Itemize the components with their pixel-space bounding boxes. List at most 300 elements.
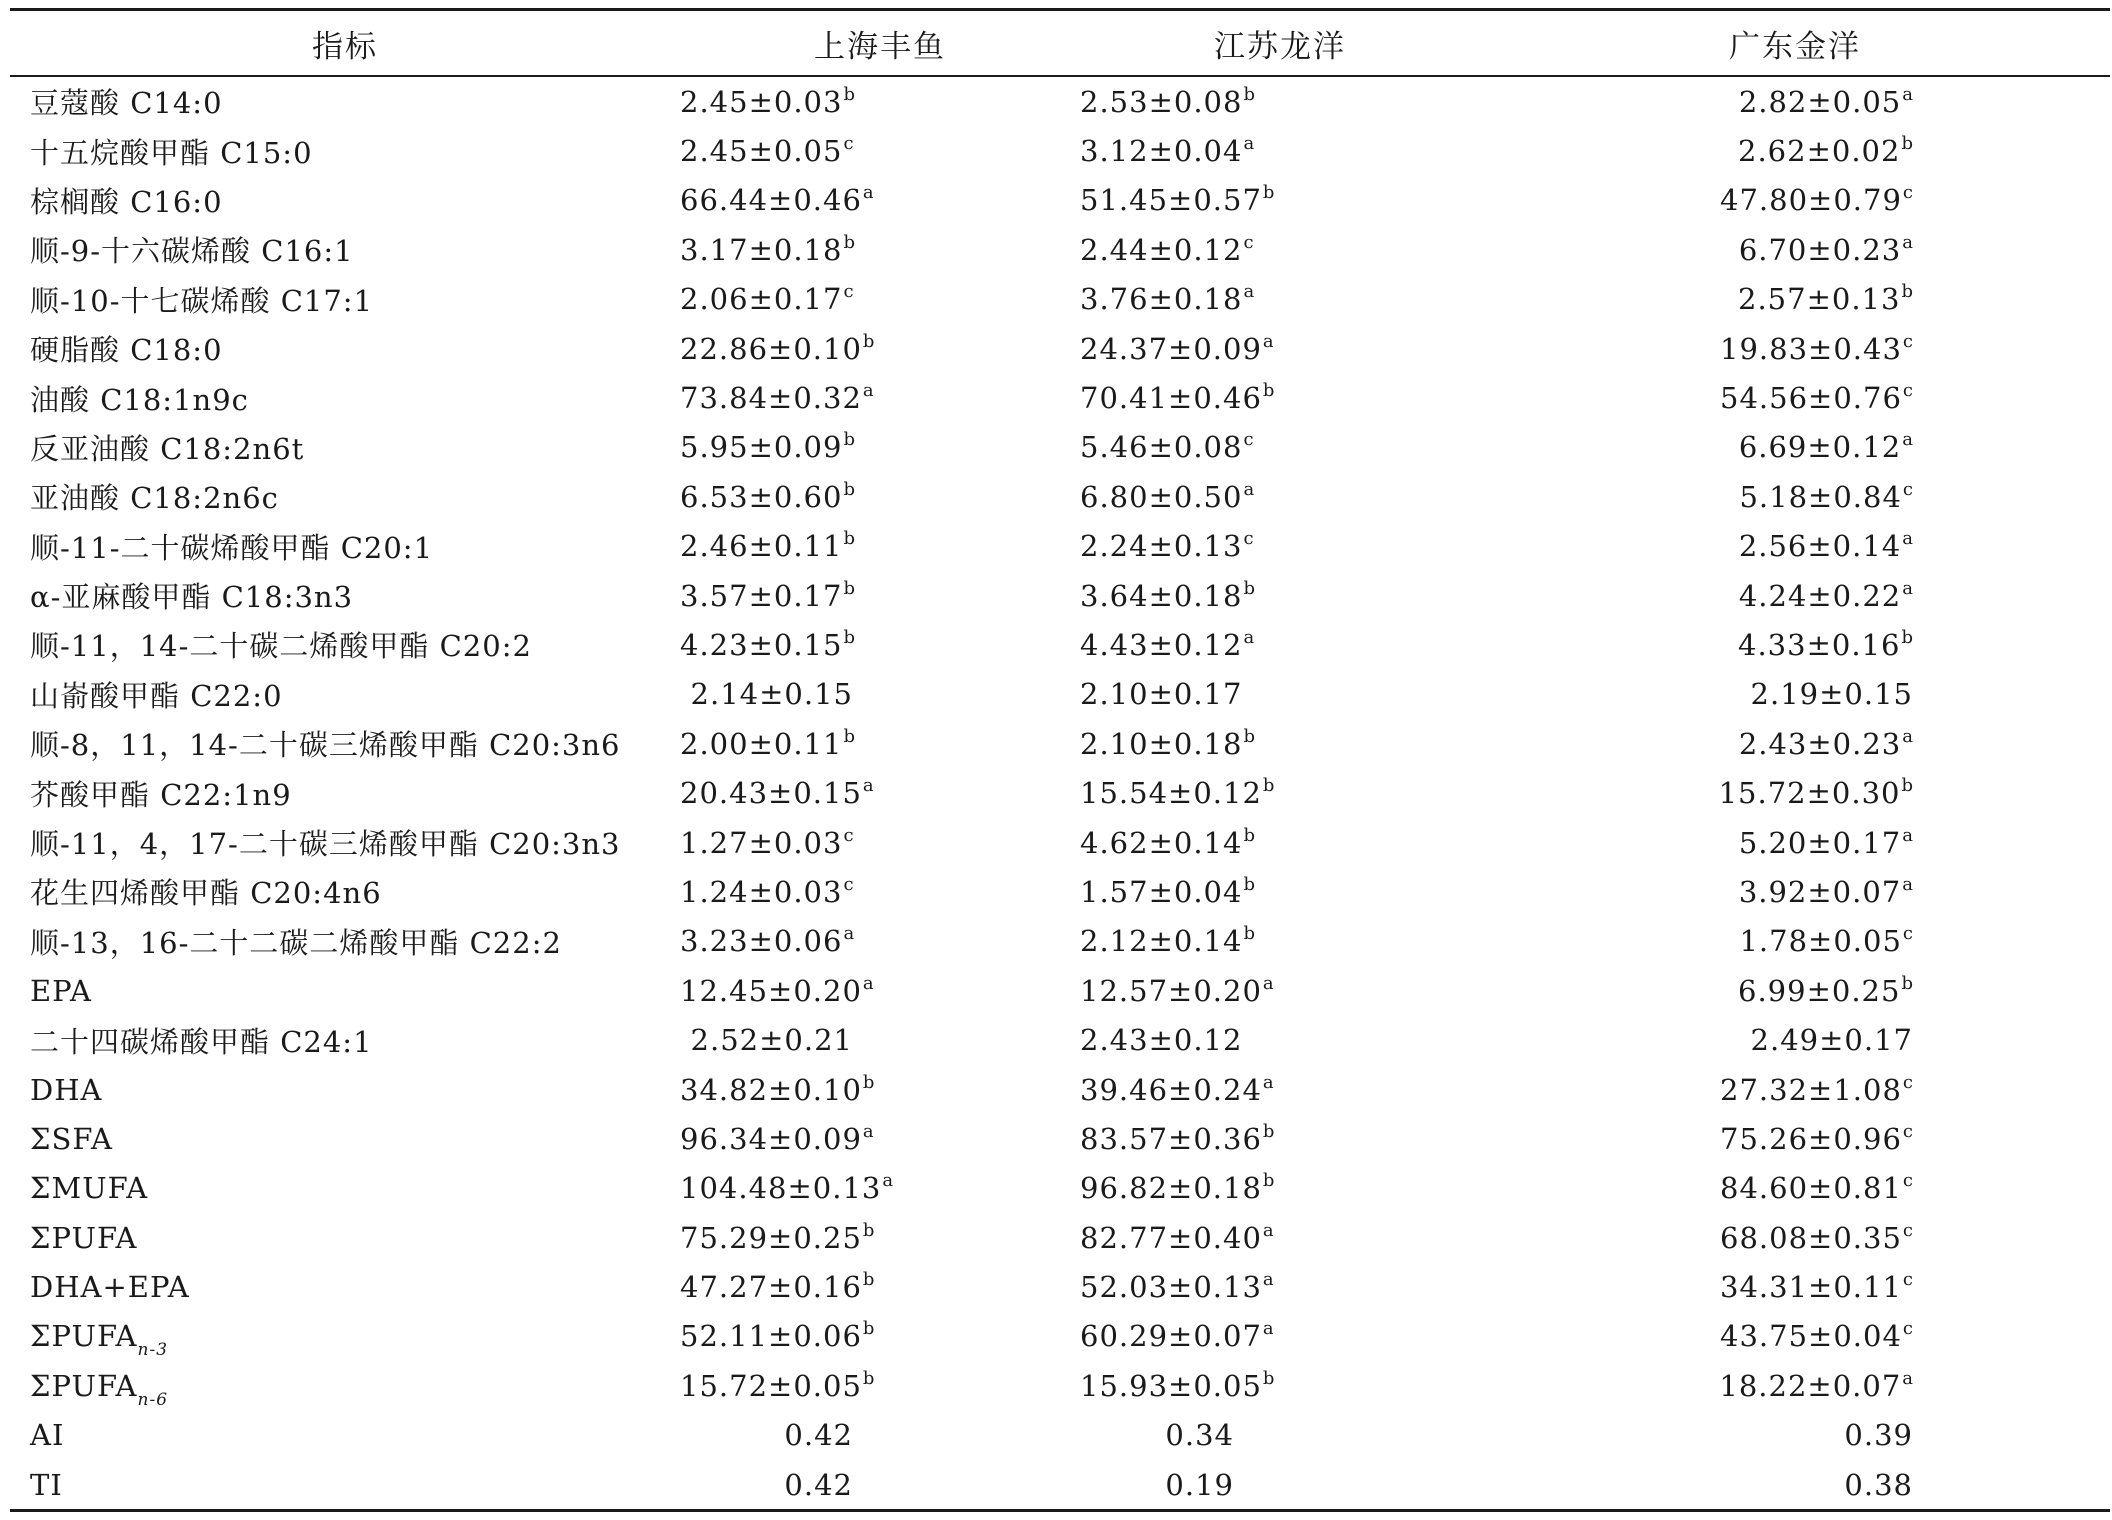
table-row — [10, 1411, 2110, 1460]
value-cell — [1480, 719, 2110, 768]
value-text: 1.57±0.04 — [1080, 874, 1243, 909]
row-label-text: 油酸 C18:1n9c — [30, 382, 249, 417]
row-label-text: DHA — [30, 1072, 103, 1107]
row-label — [10, 225, 680, 274]
significance-letter: c — [1243, 231, 1255, 253]
value-text: 3.92±0.07 — [1738, 874, 1902, 909]
row-label-text: DHA+EPA — [30, 1270, 190, 1305]
row-label — [10, 472, 680, 521]
significance-letter: b — [862, 1219, 876, 1241]
table-row — [10, 571, 2110, 620]
value-text: 47.80±0.79 — [1720, 183, 1902, 218]
value-cell — [1080, 620, 1480, 669]
row-label — [10, 1411, 680, 1460]
value-cell — [1480, 324, 2110, 373]
value-cell — [680, 719, 1080, 768]
row-label-text: 顺-13，16-二十二碳二烯酸甲酯 C22:2 — [30, 925, 562, 960]
value-cell — [1080, 768, 1480, 817]
value-cell — [680, 176, 1080, 225]
value-text: 27.32±1.08 — [1720, 1072, 1902, 1107]
significance-letter: a — [1902, 1367, 1914, 1389]
value-text: 68.08±0.35 — [1720, 1220, 1902, 1255]
row-label-subscript: n-3 — [137, 1340, 169, 1361]
row-label — [10, 1262, 680, 1311]
value-cell — [1480, 867, 2110, 916]
fatty-acid-table-container — [10, 8, 2110, 1512]
significance-letter: a — [843, 923, 856, 945]
significance-letter: a — [1262, 1071, 1275, 1093]
value-text: 52.11±0.06 — [680, 1319, 862, 1354]
value-text: 6.69±0.12 — [1738, 430, 1902, 465]
value-cell — [1080, 1213, 1480, 1262]
header-guangdong-jinyang: 广东金洋 — [1480, 10, 2110, 77]
row-label — [10, 1114, 680, 1163]
row-label-text: ΣPUFA — [30, 1220, 138, 1255]
table-body — [10, 76, 2110, 1511]
row-label-text: 顺-8，11，14-二十碳三烯酸甲酯 C20:3n6 — [30, 728, 621, 763]
value-text: 0.19 — [1165, 1467, 1234, 1502]
row-label-text: 十五烷酸甲酯 C15:0 — [30, 135, 313, 170]
row-label — [10, 1164, 680, 1213]
value-cell — [1080, 324, 1480, 373]
value-text: 2.57±0.13 — [1738, 282, 1901, 317]
value-text: 0.39 — [1844, 1418, 1913, 1453]
value-cell — [680, 324, 1080, 373]
significance-letter: b — [1243, 725, 1256, 747]
value-text: 2.49±0.17 — [1750, 1023, 1913, 1058]
row-label-text: α-亚麻酸甲酯 C18:3n3 — [30, 580, 354, 615]
significance-letter: a — [1902, 873, 1914, 895]
value-text: 12.45±0.20 — [680, 973, 862, 1008]
value-cell — [1080, 1065, 1480, 1114]
table-row — [10, 275, 2110, 324]
row-label — [10, 373, 680, 422]
value-text: 70.41±0.46 — [1080, 381, 1262, 416]
value-cell — [1080, 1361, 1480, 1410]
value-cell — [1480, 76, 2110, 126]
significance-letter: b — [1262, 775, 1276, 797]
significance-letter: c — [1902, 380, 1914, 402]
value-cell — [1080, 1015, 1480, 1064]
value-cell — [1080, 225, 1480, 274]
table-row — [10, 76, 2110, 126]
table-header-row — [10, 10, 2110, 77]
value-text: 20.43±0.15 — [680, 776, 862, 811]
value-cell — [1480, 225, 2110, 274]
significance-letter: c — [1902, 923, 1914, 945]
row-label-text: 顺-10-十七碳烯酸 C17:1 — [30, 283, 374, 318]
significance-letter: b — [1262, 1170, 1276, 1192]
value-text: 12.57±0.20 — [1080, 973, 1262, 1008]
value-cell — [1080, 126, 1480, 175]
significance-letter: b — [1901, 775, 1914, 797]
table-row — [10, 670, 2110, 719]
significance-letter: b — [1262, 182, 1276, 204]
value-cell — [680, 1065, 1080, 1114]
value-cell — [1480, 472, 2110, 521]
value-cell — [680, 225, 1080, 274]
row-label — [10, 571, 680, 620]
value-cell — [1080, 275, 1480, 324]
value-cell — [1480, 1114, 2110, 1163]
value-text: 3.23±0.06 — [680, 924, 843, 959]
value-text: 75.29±0.25 — [680, 1220, 862, 1255]
value-cell — [1080, 1312, 1480, 1361]
value-text: 2.46±0.11 — [680, 529, 843, 564]
value-cell — [1480, 1411, 2110, 1460]
value-cell — [1480, 126, 2110, 175]
header-jiangsu-longyang: 江苏龙洋 — [1080, 10, 1480, 77]
row-label-text: 亚油酸 C18:2n6c — [30, 481, 279, 516]
significance-letter: a — [1902, 429, 1914, 451]
value-cell — [1480, 1312, 2110, 1361]
row-label-text: AI — [30, 1418, 65, 1453]
row-label — [10, 1065, 680, 1114]
value-text: 96.34±0.09 — [680, 1121, 862, 1156]
row-label — [10, 176, 680, 225]
row-label — [10, 522, 680, 571]
value-text: 3.17±0.18 — [680, 232, 843, 267]
row-label — [10, 1213, 680, 1262]
value-cell — [680, 472, 1080, 521]
significance-letter: c — [1902, 1170, 1914, 1192]
row-label — [10, 620, 680, 669]
row-label-text: 芥酸甲酯 C22:1n9 — [30, 777, 292, 812]
significance-letter: a — [862, 972, 875, 994]
value-cell — [1480, 275, 2110, 324]
significance-letter: a — [862, 380, 875, 402]
value-text: 73.84±0.32 — [680, 381, 862, 416]
row-label-text: 花生四烯酸甲酯 C20:4n6 — [30, 876, 382, 911]
row-label — [10, 324, 680, 373]
row-label-text: ΣPUFA — [30, 1368, 138, 1403]
value-text: 2.45±0.03 — [680, 84, 843, 119]
value-text: 19.83±0.43 — [1720, 331, 1902, 366]
value-cell — [1480, 1164, 2110, 1213]
table-row — [10, 719, 2110, 768]
value-cell — [1480, 423, 2110, 472]
value-cell — [1080, 867, 1480, 916]
significance-letter: b — [843, 429, 856, 451]
significance-letter: b — [843, 231, 856, 253]
value-text: 4.43±0.12 — [1080, 627, 1243, 662]
value-text: 15.72±0.30 — [1718, 776, 1901, 811]
significance-letter: c — [1902, 1269, 1914, 1291]
significance-letter: c — [843, 824, 855, 846]
table-row — [10, 1164, 2110, 1213]
significance-letter: a — [1902, 83, 1914, 105]
table-row — [10, 126, 2110, 175]
row-label — [10, 1015, 680, 1064]
value-text: 18.22±0.07 — [1719, 1368, 1902, 1403]
value-cell — [1480, 1361, 2110, 1410]
value-text: 75.26±0.96 — [1720, 1121, 1902, 1156]
table-row — [10, 423, 2110, 472]
value-text: 2.45±0.05 — [680, 134, 843, 169]
value-text: 47.27±0.16 — [680, 1270, 862, 1305]
value-text: 4.24±0.22 — [1738, 578, 1902, 613]
significance-letter: b — [843, 83, 856, 105]
significance-letter: a — [882, 1170, 895, 1192]
significance-letter: c — [1243, 528, 1255, 550]
value-text: 2.24±0.13 — [1080, 529, 1243, 564]
table-row — [10, 176, 2110, 225]
value-cell — [1080, 522, 1480, 571]
significance-letter: c — [1902, 478, 1914, 500]
significance-letter: b — [843, 725, 856, 747]
value-text: 60.29±0.07 — [1080, 1319, 1262, 1354]
significance-letter: a — [1243, 281, 1256, 303]
significance-letter: c — [843, 133, 855, 155]
value-text: 15.93±0.05 — [1080, 1368, 1262, 1403]
table-row — [10, 472, 2110, 521]
value-cell — [1480, 176, 2110, 225]
value-cell — [1080, 1262, 1480, 1311]
value-text: 39.46±0.24 — [1080, 1072, 1262, 1107]
value-cell — [1080, 966, 1480, 1015]
row-label — [10, 423, 680, 472]
table-row — [10, 522, 2110, 571]
value-cell — [1080, 1460, 1480, 1511]
table-row — [10, 1312, 2110, 1361]
value-text: 3.12±0.04 — [1080, 134, 1243, 169]
row-label-text: 二十四碳烯酸甲酯 C24:1 — [30, 1024, 373, 1059]
value-cell — [1480, 571, 2110, 620]
significance-letter: c — [1243, 429, 1255, 451]
row-label-text: ΣPUFA — [30, 1319, 138, 1354]
table-row — [10, 1213, 2110, 1262]
value-cell — [1080, 423, 1480, 472]
value-cell — [1480, 620, 2110, 669]
significance-letter: c — [1902, 330, 1914, 352]
significance-letter: a — [1902, 725, 1914, 747]
value-text: 2.10±0.17 — [1080, 677, 1243, 712]
significance-letter: a — [1262, 1269, 1275, 1291]
value-text: 34.31±0.11 — [1720, 1270, 1902, 1305]
value-text: 5.18±0.84 — [1739, 479, 1902, 514]
value-text: 2.06±0.17 — [680, 282, 843, 317]
row-label — [10, 818, 680, 867]
value-cell — [680, 917, 1080, 966]
significance-letter: b — [843, 577, 856, 599]
value-cell — [1480, 966, 2110, 1015]
value-text: 2.53±0.08 — [1080, 84, 1243, 119]
value-cell — [1080, 571, 1480, 620]
row-label — [10, 966, 680, 1015]
value-text: 2.62±0.02 — [1738, 134, 1901, 169]
row-label-text: EPA — [30, 973, 92, 1008]
value-text: 51.45±0.57 — [1080, 183, 1262, 218]
significance-letter: c — [1902, 1219, 1914, 1241]
value-text: 0.34 — [1165, 1418, 1234, 1453]
table-row — [10, 1114, 2110, 1163]
table-row — [10, 373, 2110, 422]
significance-letter: c — [843, 873, 855, 895]
row-label-text: 棕榈酸 C16:0 — [30, 184, 223, 219]
value-cell — [680, 1213, 1080, 1262]
significance-letter: b — [1901, 626, 1914, 648]
table-row — [10, 917, 2110, 966]
value-cell — [1480, 1015, 2110, 1064]
value-cell — [680, 126, 1080, 175]
significance-letter: a — [1902, 231, 1914, 253]
value-text: 3.57±0.17 — [680, 578, 843, 613]
row-label — [10, 1361, 680, 1410]
table-row — [10, 1361, 2110, 1410]
significance-letter: a — [1262, 330, 1275, 352]
significance-letter: b — [843, 528, 856, 550]
value-text: 83.57±0.36 — [1080, 1121, 1262, 1156]
significance-letter: b — [1243, 824, 1256, 846]
value-text: 1.24±0.03 — [680, 874, 843, 909]
table-row — [10, 966, 2110, 1015]
value-text: 2.56±0.14 — [1738, 529, 1902, 564]
table-row — [10, 225, 2110, 274]
significance-letter: a — [1902, 577, 1914, 599]
value-text: 2.43±0.23 — [1738, 726, 1902, 761]
value-text: 84.60±0.81 — [1720, 1171, 1902, 1206]
row-label — [10, 76, 680, 126]
significance-letter: b — [1901, 133, 1914, 155]
value-text: 0.38 — [1844, 1467, 1913, 1502]
value-text: 15.54±0.12 — [1080, 776, 1262, 811]
significance-letter: b — [1262, 1120, 1276, 1142]
significance-letter: a — [1243, 478, 1256, 500]
fatty-acid-table — [10, 8, 2110, 1512]
value-cell — [1080, 917, 1480, 966]
value-cell — [1080, 1164, 1480, 1213]
value-cell — [1480, 373, 2110, 422]
value-cell — [680, 1361, 1080, 1410]
row-label — [10, 917, 680, 966]
row-label — [10, 768, 680, 817]
value-text: 0.42 — [784, 1418, 853, 1453]
value-cell — [680, 522, 1080, 571]
row-label-text: 反亚油酸 C18:2n6t — [30, 431, 305, 466]
value-text: 52.03±0.13 — [1080, 1270, 1262, 1305]
value-cell — [1080, 719, 1480, 768]
value-text: 2.10±0.18 — [1080, 726, 1243, 761]
significance-letter: b — [1243, 83, 1256, 105]
value-cell — [680, 1411, 1080, 1460]
value-cell — [680, 670, 1080, 719]
value-text: 54.56±0.76 — [1720, 381, 1902, 416]
row-label — [10, 1312, 680, 1361]
row-label-text: 顺-11，14-二十碳二烯酸甲酯 C20:2 — [30, 629, 532, 664]
table-row — [10, 1262, 2110, 1311]
significance-letter: b — [862, 1071, 876, 1093]
significance-letter: b — [862, 1318, 876, 1340]
value-text: 1.78±0.05 — [1739, 924, 1902, 959]
value-text: 4.33±0.16 — [1738, 627, 1901, 662]
row-label-text: 山嵛酸甲酯 C22:0 — [30, 678, 283, 713]
significance-letter: a — [862, 182, 875, 204]
value-cell — [680, 423, 1080, 472]
row-label-text: 顺-9-十六碳烯酸 C16:1 — [30, 234, 354, 269]
value-text: 5.20±0.17 — [1738, 825, 1902, 860]
significance-letter: c — [843, 281, 855, 303]
significance-letter: a — [862, 775, 875, 797]
significance-letter: c — [1902, 1071, 1914, 1093]
value-cell — [1080, 472, 1480, 521]
significance-letter: a — [1243, 133, 1256, 155]
value-cell — [680, 373, 1080, 422]
value-cell — [1080, 76, 1480, 126]
value-cell — [1480, 670, 2110, 719]
significance-letter: a — [1902, 528, 1914, 550]
significance-letter: b — [1901, 972, 1914, 994]
significance-letter: a — [1262, 1318, 1275, 1340]
value-text: 3.64±0.18 — [1080, 578, 1243, 613]
value-text: 82.77±0.40 — [1080, 1220, 1262, 1255]
significance-letter: b — [1901, 281, 1914, 303]
value-cell — [1480, 917, 2110, 966]
header-shanghai-fengyu: 上海丰鱼 — [680, 10, 1080, 77]
significance-letter: b — [843, 626, 856, 648]
significance-letter: b — [862, 1367, 876, 1389]
value-text: 2.52±0.21 — [690, 1023, 853, 1058]
value-cell — [680, 818, 1080, 867]
row-label-subscript: n-6 — [137, 1389, 169, 1410]
significance-letter: a — [1262, 972, 1275, 994]
value-text: 5.95±0.09 — [680, 430, 843, 465]
table-row — [10, 324, 2110, 373]
value-cell — [680, 1015, 1080, 1064]
significance-letter: b — [862, 1269, 876, 1291]
significance-letter: c — [1902, 182, 1914, 204]
value-text: 66.44±0.46 — [680, 183, 862, 218]
value-cell — [1480, 818, 2110, 867]
value-text: 6.53±0.60 — [680, 479, 843, 514]
value-text: 3.76±0.18 — [1080, 282, 1243, 317]
significance-letter: c — [1902, 1318, 1914, 1340]
header-indicator: 指标 — [10, 10, 680, 77]
value-text: 24.37±0.09 — [1080, 331, 1262, 366]
value-text: 2.14±0.15 — [690, 677, 853, 712]
significance-letter: b — [1243, 873, 1256, 895]
value-cell — [1080, 670, 1480, 719]
significance-letter: b — [843, 478, 856, 500]
value-cell — [680, 275, 1080, 324]
value-cell — [1080, 176, 1480, 225]
value-cell — [680, 966, 1080, 1015]
value-text: 104.48±0.13 — [680, 1171, 882, 1206]
value-cell — [1480, 1460, 2110, 1511]
value-text: 0.42 — [784, 1467, 853, 1502]
significance-letter: b — [1243, 577, 1256, 599]
value-text: 2.82±0.05 — [1738, 84, 1902, 119]
value-cell — [680, 867, 1080, 916]
value-cell — [680, 1164, 1080, 1213]
value-text: 2.19±0.15 — [1750, 677, 1913, 712]
table-row — [10, 1460, 2110, 1511]
value-cell — [680, 620, 1080, 669]
value-cell — [680, 76, 1080, 126]
value-cell — [1080, 1411, 1480, 1460]
row-label — [10, 126, 680, 175]
significance-letter: b — [1262, 380, 1276, 402]
significance-letter: a — [1262, 1219, 1275, 1241]
row-label-text: 豆蔻酸 C14:0 — [30, 86, 223, 121]
value-text: 2.00±0.11 — [680, 726, 843, 761]
value-cell — [1080, 373, 1480, 422]
significance-letter: a — [862, 1120, 875, 1142]
value-cell — [1480, 1262, 2110, 1311]
value-cell — [680, 1262, 1080, 1311]
value-text: 43.75±0.04 — [1720, 1319, 1902, 1354]
value-text: 34.82±0.10 — [680, 1072, 862, 1107]
significance-letter: c — [1902, 1120, 1914, 1142]
